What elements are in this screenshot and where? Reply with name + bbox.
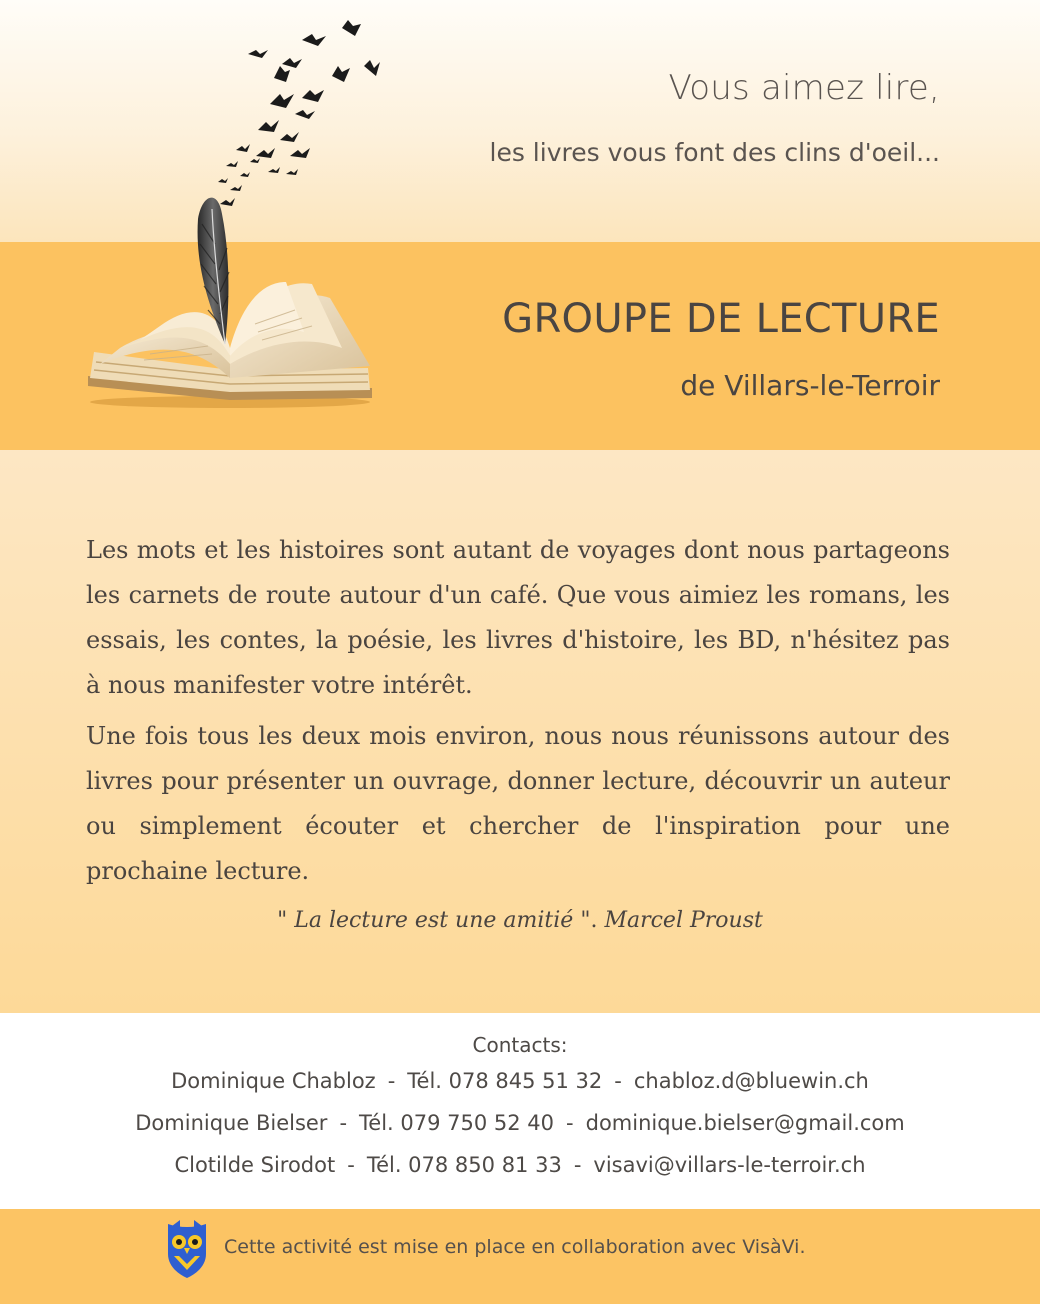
contacts-label: Contacts:	[472, 1033, 568, 1057]
paragraph-meetings: Une fois tous les deux mois environ, nous nous réunissons autour des livres pour présenter un ouvrage, donner lecture, découvrir un auteur ou simplement écouter et chercher de l'inspiration pour une prochaine lecture.	[86, 722, 950, 885]
footer-collaboration-text: Cette activité est mise en place en collaboration avec VisàVi.	[224, 1236, 806, 1258]
description-text	[86, 528, 950, 894]
contact-email[interactable]: chabloz.d@bluewin.ch	[633, 1069, 869, 1093]
book-feather-birds-illustration	[80, 14, 390, 414]
page-title: GROUPE DE LECTURE	[502, 296, 940, 342]
contact-phone[interactable]: Tél. 079 750 52 40	[359, 1111, 555, 1135]
contact-email[interactable]: dominique.bielser@gmail.com	[585, 1111, 905, 1135]
contacts-section	[0, 1030, 1040, 1186]
contact-name: Dominique Chabloz	[171, 1069, 376, 1093]
contact-row: Clotilde Sirodot - Tél. 078 850 81 33 - visavi@villars-le-terroir.ch	[174, 1153, 866, 1177]
contact-row: Dominique Bielser - Tél. 079 750 52 40 - dominique.bielser@gmail.com	[135, 1111, 905, 1135]
contact-name: Clotilde Sirodot	[174, 1153, 336, 1177]
page-subtitle: de Villars-le-Terroir	[680, 369, 940, 402]
paragraph-intro: Les mots et les histoires sont autant de voyages dont nous partageons les carnets de route autour d'un café. Que vous aimiez les romans, les essais, les contes, la poésie, les livres d'histoire, les BD, n'hésitez pas à nous manifester votre intérêt.	[86, 536, 950, 699]
contact-phone[interactable]: Tél. 078 845 51 32	[407, 1069, 603, 1093]
quote-text: La lecture est une amitié	[294, 908, 574, 933]
quote: " La lecture est une amitié ". Marcel Proust	[277, 908, 763, 933]
contact-email[interactable]: visavi@villars-le-terroir.ch	[593, 1153, 866, 1177]
visavi-shield-logo	[162, 1218, 212, 1280]
contact-row: Dominique Chabloz - Tél. 078 845 51 32 - chabloz.d@bluewin.ch	[171, 1069, 869, 1093]
tagline-line-1: Vous aimez lire,	[668, 68, 940, 108]
tagline-line-2: les livres vous font des clins d'oeil...	[489, 138, 940, 167]
contact-name: Dominique Bielser	[135, 1111, 328, 1135]
contact-phone[interactable]: Tél. 078 850 81 33	[366, 1153, 562, 1177]
quote-author: Marcel Proust	[604, 908, 763, 933]
